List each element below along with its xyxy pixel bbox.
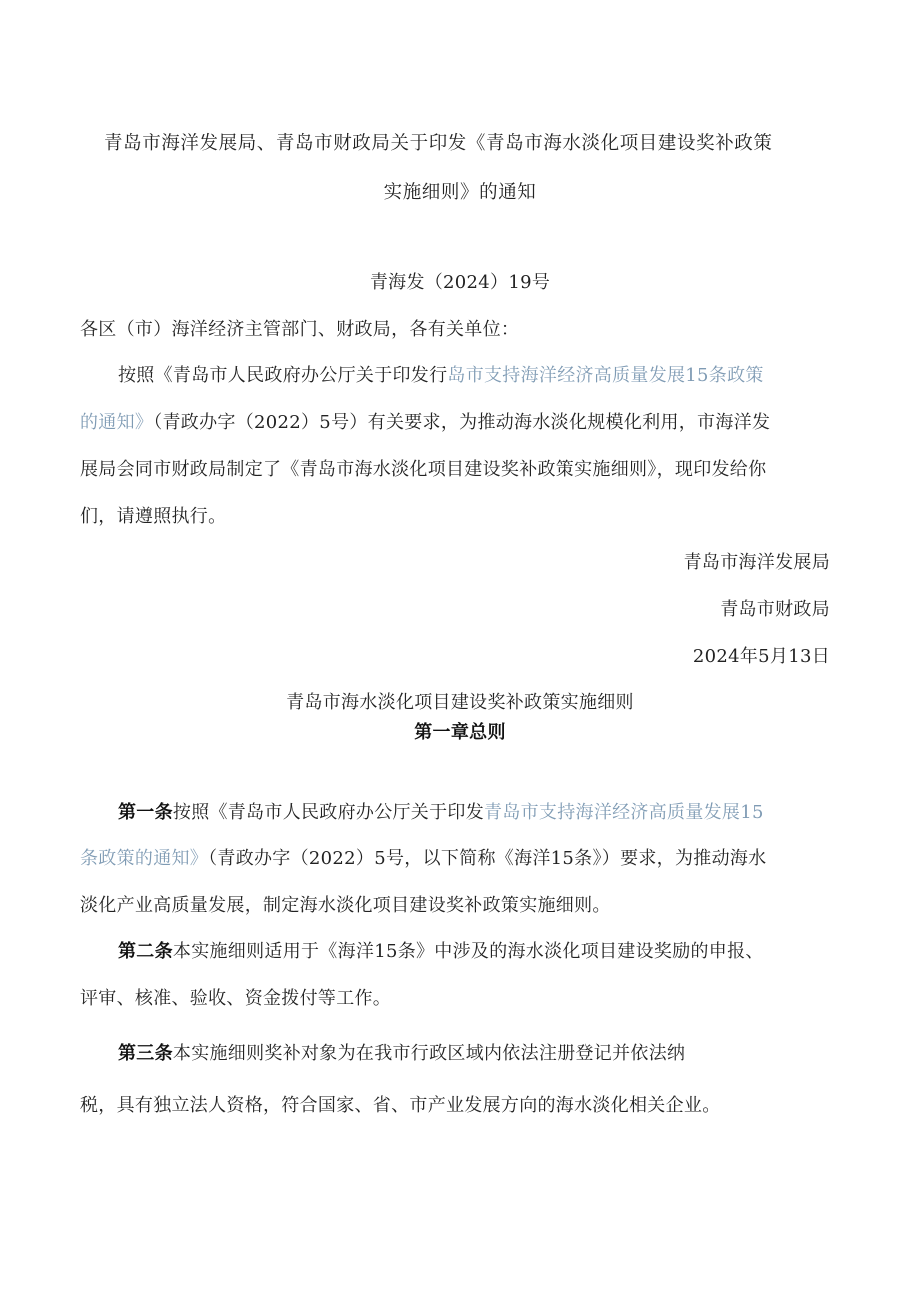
addressee: 各区（市）海洋经济主管部门、财政局，各有关单位：: [80, 319, 520, 340]
body-p1-line3: 展局会同市财政局制定了《青岛市海水淡化项目建设奖补政策实施细则》，现印发给你: [80, 459, 767, 480]
signature-org1: 青岛市海洋发展局: [683, 552, 830, 573]
article1-line1-text: 按照《青岛市人民政府办公厅关于印发: [172, 802, 485, 823]
article1-link-part1[interactable]: 青岛市支持海洋经济高质量发展15: [484, 802, 764, 823]
article1-line3: 淡化产业高质量发展，制定海水淡化项目建设奖补政策实施细则。: [80, 895, 611, 916]
article2-line1-text: 本实施细则适用于《海洋15条》中涉及的海水淡化项目建设奖励的申报、: [172, 941, 764, 962]
article3-line2: 税，具有独立法人资格，符合国家、省、市产业发展方向的海水淡化相关企业。: [80, 1095, 721, 1116]
rules-title: 青岛市海水淡化项目建设奖补政策实施细则: [286, 692, 634, 713]
policy-link-part2[interactable]: 的通知》: [80, 412, 154, 433]
body-p1-line2-rest: （青政办字（2022）5号）有关要求，为推动海水淡化规模化利用，市海洋发: [153, 412, 771, 433]
policy-link-part1[interactable]: 岛市支持海洋经济高质量发展15条政策: [447, 365, 764, 386]
signature-org2: 青岛市财政局: [720, 599, 830, 620]
notice-title-line1: 青岛市海洋发展局、青岛市财政局关于印发《青岛市海水淡化项目建设奖补政策: [104, 133, 773, 154]
article2-line2: 评审、核准、验收、资金拨付等工作。: [80, 988, 392, 1009]
body-p1-line4: 们，请遵照执行。: [80, 506, 227, 527]
article1-link-part2[interactable]: 条政策的通知》: [80, 848, 209, 869]
article1-line1: [118, 801, 764, 825]
doc-number: 青海发（2024）19号: [369, 272, 551, 293]
body-p1-line2: [80, 411, 770, 435]
article1-line2-rest: （青政办字（2022）5号，以下简称《海洋15条》）要求，为推动海水: [208, 848, 767, 869]
body-p1-prefix: 按照《青岛市人民政府办公厅关于印发行: [118, 365, 448, 386]
article1-label: 第一条: [118, 802, 173, 823]
article3-label: 第三条: [118, 1043, 173, 1064]
signature-date: 2024年5月13日: [692, 646, 830, 667]
article1-line2: [80, 847, 766, 871]
article2-line1: [118, 940, 764, 964]
article3-line1-text: 本实施细则奖补对象为在我市行政区域内依法注册登记并依法纳: [172, 1043, 686, 1064]
chapter1-title: 第一章总则: [414, 722, 506, 743]
body-p1-line1: [118, 364, 764, 388]
article3-line1: [118, 1042, 685, 1066]
article2-label: 第二条: [118, 941, 173, 962]
notice-title-line2: 实施细则》的通知: [383, 182, 537, 203]
